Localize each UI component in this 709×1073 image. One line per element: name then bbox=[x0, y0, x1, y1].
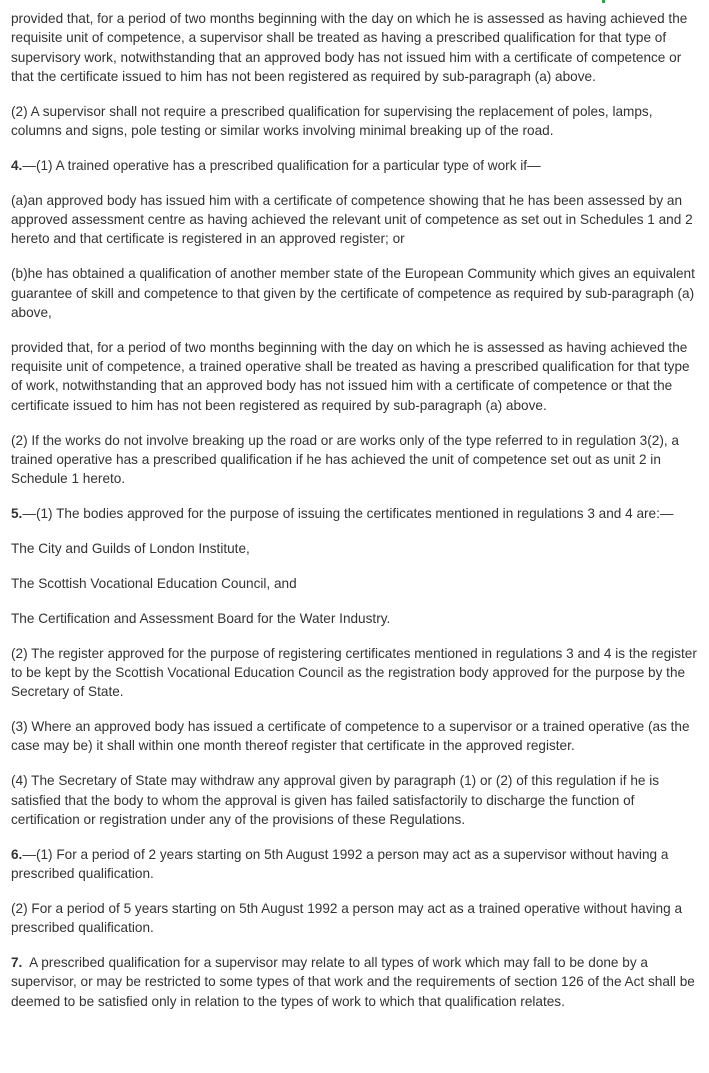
paragraph-text: (3) Where an approved body has issued a certificate of competence to a supervisor or a trained operative (as the case may be) it shall within one month thereof register that certificate in the approved register. bbox=[11, 719, 690, 754]
paragraph bbox=[11, 771, 703, 829]
paragraph-text: A prescribed qualification for a supervisor may relate to all types of work which may fall to be done by a supervisor, or may be restricted to some types of that work and the requirements of section 126 of the Act shall be deemed to be satisfied only in relation to the types of work to which that qualification relates. bbox=[11, 955, 699, 1009]
approved-body bbox=[11, 609, 703, 628]
regulation-4-heading bbox=[11, 156, 703, 175]
paragraph-text: The Scottish Vocational Education Council, and bbox=[11, 575, 297, 591]
paragraph bbox=[11, 264, 703, 322]
paragraph bbox=[11, 338, 703, 415]
paragraph bbox=[11, 644, 703, 702]
approved-body bbox=[11, 574, 703, 593]
regulation-6-heading bbox=[11, 845, 703, 884]
regulation-5-heading bbox=[11, 504, 703, 523]
approved-body bbox=[11, 539, 703, 558]
paragraph-text: (2) For a period of 5 years starting on 5th August 1992 a person may act as a trained operative without having a prescribed qualification. bbox=[11, 901, 683, 936]
paragraph bbox=[11, 191, 703, 249]
paragraph-text: (2) A supervisor shall not require a prescribed qualification for supervising the replacement of poles, lamps, columns and signs, pole testing or similar works involving minimal breaking up of the road. bbox=[11, 103, 653, 139]
regulation-document bbox=[11, 9, 703, 1027]
paragraph bbox=[11, 717, 703, 756]
regulation-7-heading bbox=[11, 953, 703, 1011]
paragraph-text: The Certification and Assessment Board for the Water Industry. bbox=[11, 610, 391, 626]
paragraph-text: The City and Guilds of London Institute, bbox=[11, 540, 250, 556]
paragraph-text: (2) The register approved for the purpose of registering certificates mentioned in regulations 3 and 4 is the register to be kept by the Scottish Vocational Education Council as the registration body approved for the purpose by the Secretary of State. bbox=[11, 645, 697, 700]
paragraph bbox=[11, 102, 703, 141]
regulation-number: 4. bbox=[11, 157, 23, 173]
paragraph-text: (a)an approved body has issued him with a certificate of competence showing that he has been assessed by an approved assessment centre as having achieved the relevant unit of competence as set out in Schedules 1 and 2 hereto and that certificate is registered in an approved register; or bbox=[11, 192, 693, 247]
regulation-number: 7. bbox=[11, 955, 23, 971]
paragraph-text: —(1) The bodies approved for the purpose of issuing the certificates mentioned in regulations 3 and 4 are:— bbox=[22, 506, 674, 522]
regulation-number: 6. bbox=[11, 846, 23, 862]
paragraph-text: (4) The Secretary of State may withdraw any approval given by paragraph (1) or (2) of this regulation if he is satisfied that the body to whom the approval is given has failed satisfactorily to discharge the function of certification or registration under any of the provisions of these Regulations. bbox=[11, 773, 660, 827]
paragraph bbox=[11, 431, 703, 489]
paragraph-text: (b)he has obtained a qualification of another member state of the European Community which gives an equivalent guarantee of skill and competence to that given by the certificate of competence as required by sub-paragraph (a) above, bbox=[11, 266, 695, 320]
paragraph-text: provided that, for a period of two months beginning with the day on which he is assessed as having achieved the requisite unit of competence, a supervisor shall be treated as having a prescribed qualification for that type of supervisory work, notwithstanding that an approved body has not issued him with a certificate of competence or that the certificate issued to him has not been registered as required by sub-paragraph (a) above. bbox=[11, 11, 688, 84]
paragraph bbox=[11, 899, 703, 938]
paragraph-text: provided that, for a period of two months beginning with the day on which he is assessed as having achieved the requisite unit of competence, a trained operative shall be treated as having a prescribed qualification for that type of work, notwithstanding that an approved body has not issued him with a certificate of competence or that the certificate issued to him has not been registered as required by sub-paragraph (a) above. bbox=[11, 339, 690, 413]
paragraph bbox=[11, 9, 703, 86]
paragraph-text: (2) If the works do not involve breaking up the road or are works only of the type referred to in regulation 3(2), a trained operative has a prescribed qualification if he has achieved the unit of competence set out as unit 2 in Schedule 1 hereto. bbox=[11, 432, 679, 487]
link-marker bbox=[602, 0, 605, 3]
paragraph-text: —(1) For a period of 2 years starting on 5th August 1992 a person may act as a supervisor without having a prescribed qualification. bbox=[11, 846, 669, 882]
paragraph-text: —(1) A trained operative has a prescribed qualification for a particular type of work if— bbox=[22, 157, 541, 173]
regulation-number: 5. bbox=[11, 506, 23, 522]
